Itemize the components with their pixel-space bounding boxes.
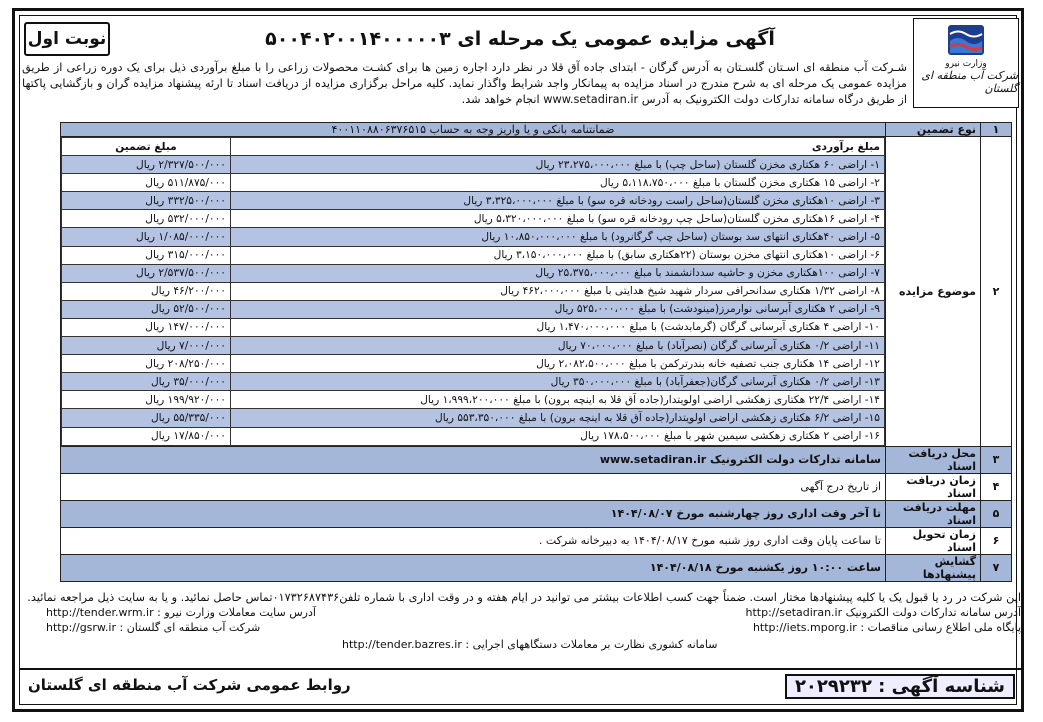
link-label: سامانه کشوری نظارت بر معاملات دستگاههای اجرایی :: [465, 638, 718, 651]
item-guarantee: ۱/۰۸۵/۰۰۰/۰۰۰ ریال: [62, 228, 231, 246]
item-guarantee: ۴۶/۲۰۰/۰۰۰ ریال: [62, 282, 231, 300]
item-guarantee: ۳۱۵/۰۰۰/۰۰۰ ریال: [62, 246, 231, 264]
item-guarantee: ۳۵/۰۰۰/۰۰۰ ریال: [62, 373, 231, 391]
items-cell: [61, 137, 886, 447]
water-logo-icon: [946, 23, 986, 57]
item-text: ۷- اراضی ۱۰۰هکتاری مخزن و حاشیه سددانشمند با مبلغ ۲۵،۳۷۵،۰۰۰،۰۰۰ ریال: [231, 264, 885, 282]
item-row: [62, 391, 885, 409]
footer-note: این شرکت در رد یا قبول یک یا کلیه پیشنهادها مختار است. ضمناً جهت کسب اطلاعات بیشتر می توانید در ایام هفته و در وقت اداری با شماره تلفن۰۱۷۳۲۶۸۷۴۳۶تماس حاصل نمائید. و یا به سایت ذیل مراجعه نمائید.: [27, 591, 1021, 604]
row-number: ۳: [981, 446, 1012, 473]
item-text: ۹- اراضی ۲ هکتاری آبرسانی نوارمرز(مینودشت) با مبلغ ۵۲۵،۰۰۰،۰۰۰ ریال: [231, 300, 885, 318]
item-text: ۱۴- اراضی ۲۲/۴ هکتاری زهکشی اراضی اولویتدار(جاده آق قلا به اینچه برون) با مبلغ ۱،۹۹۹،۲۰۰،۰۰۰ ریال: [231, 391, 885, 409]
item-text: ۲- اراضی ۱۵ هکتاری مخزن گلستان با مبلغ ۵،۱۱۸،۷۵۰،۰۰۰ ریال: [231, 174, 885, 192]
item-guarantee: ۷/۰۰۰/۰۰۰ ریال: [62, 337, 231, 355]
estimate-header: مبلغ برآوردی: [231, 138, 885, 156]
item-row: [62, 318, 885, 336]
item-text: ۱۱- اراضی ۰/۲ هکتاری آبرسانی گرگان (نصرآباد) با مبلغ ۷۰،۰۰۰،۰۰۰ ریال: [231, 337, 885, 355]
link-iets[interactable]: [753, 620, 1021, 635]
link-url: http://iets.mporg.ir: [752, 621, 857, 634]
guarantee-header: مبلغ تضمین: [62, 138, 231, 156]
link-url: http://tender.wrm.ir: [46, 606, 154, 619]
item-guarantee: ۱۷/۸۵۰/۰۰۰ ریال: [62, 427, 231, 445]
item-text: ۱۶- اراضی ۲ هکتاری زهکشی سیمین شهر با مبلغ ۱۷۸،۵۰۰،۰۰۰ ریال: [231, 427, 885, 445]
item-row: [62, 156, 885, 174]
item-text: ۱۳- اراضی ۰/۲ هکتاری آبرسانی گرگان(جعفرآباد) با مبلغ ۳۵۰،۰۰۰،۰۰۰ ریال: [231, 373, 885, 391]
row-label: نوع تضمین: [886, 123, 981, 137]
item-row: [62, 355, 885, 373]
item-guarantee: ۵۵/۳۳۵/۰۰۰ ریال: [62, 409, 231, 427]
link-gsrw[interactable]: [46, 620, 260, 635]
link-url: http://setadiran.ir: [745, 606, 843, 619]
row-number: ۲: [981, 137, 1012, 447]
item-guarantee: ۵۲/۵۰۰/۰۰۰ ریال: [62, 300, 231, 318]
item-text: ۳- اراضی ۱۰هکتاری مخزن گلستان(ساحل راست رودخانه قره سو) با مبلغ ۳،۳۲۵،۰۰۰،۰۰۰ ریال: [231, 192, 885, 210]
item-text: ۵- اراضی ۴۰هکتاری انتهای سد بوستان (ساحل چپ گرگانرود) با مبلغ ۱۰،۸۵۰،۰۰۰،۰۰۰ ریال: [231, 228, 885, 246]
item-row: [62, 282, 885, 300]
link-label: شرکت آب منطقه ای گلستان :: [119, 621, 261, 634]
item-guarantee: ۲۰۸/۲۵۰/۰۰۰ ریال: [62, 355, 231, 373]
item-guarantee: ۵۳۲/۰۰۰/۰۰۰ ریال: [62, 210, 231, 228]
item-text: ۱۵- اراضی ۶/۲ هکتاری زهکشی اراضی اولویتدار(جاده آق قلا به اینچه برون) با مبلغ ۵۵۳،۳۵۰،۰۰۰ ریال: [231, 409, 885, 427]
table-row: [61, 137, 1012, 447]
link-label: آدرس سایت معاملات وزارت نیرو :: [157, 606, 316, 619]
item-row: [62, 210, 885, 228]
link-url: http://tender.bazres.ir: [342, 638, 462, 651]
logo-ministry: وزارت نیرو: [945, 59, 987, 69]
row-value: از تاریخ درج آگهی: [61, 473, 886, 500]
item-row: [62, 174, 885, 192]
link-setad[interactable]: [746, 605, 1021, 620]
table-row: [61, 446, 1012, 473]
item-row: [62, 427, 885, 445]
item-row: [62, 246, 885, 264]
item-row: [62, 228, 885, 246]
item-text: ۱- اراضی ۶۰ هکتاری مخزن گلستان (ساحل چپ) با مبلغ ۲۳،۲۷۵،۰۰۰،۰۰۰ ریال: [231, 156, 885, 174]
link-bazres[interactable]: [342, 637, 717, 652]
item-guarantee: ۵۱۱/۸۷۵/۰۰۰ ریال: [62, 174, 231, 192]
logo-company: شرکت آب منطقه ای گلستان: [921, 69, 1018, 95]
public-relations-signature: روابط عمومی شرکت آب منطقه ای گلستان: [28, 676, 351, 694]
table-row: [61, 500, 1012, 527]
item-text: ۴- اراضی ۱۶هکتاری مخزن گلستان(ساحل چپ رودخانه قره سو) با مبلغ ۵،۳۲۰،۰۰۰،۰۰۰ ریال: [231, 210, 885, 228]
row-label: مهلت دریافت اسناد: [886, 500, 981, 527]
company-logo: [913, 18, 1019, 108]
items-header: [62, 138, 885, 156]
row-number: ۶: [981, 527, 1012, 554]
items-table: [61, 137, 885, 446]
item-row: [62, 337, 885, 355]
footer-links: [22, 605, 1021, 665]
item-row: [62, 192, 885, 210]
row-number: ۴: [981, 473, 1012, 500]
item-guarantee: ۲/۳۲۷/۵۰۰/۰۰۰ ریال: [62, 156, 231, 174]
row-number: ۷: [981, 554, 1012, 581]
round-badge: نوبت اول: [24, 22, 110, 56]
bottom-bar: [20, 668, 1023, 706]
table-row: [61, 554, 1012, 581]
footer-section: [22, 590, 1021, 665]
table-row: [61, 123, 1012, 137]
item-text: ۶- اراضی ۱۰هکتاری انتهای مخزن بوستان (۲۲هکتاری سابق) با مبلغ ۳،۱۵۰،۰۰۰،۰۰۰ ریال: [231, 246, 885, 264]
item-guarantee: ۱۹۹/۹۲۰/۰۰۰ ریال: [62, 391, 231, 409]
link-label: پایگاه ملی اطلاع رسانی مناقصات :: [860, 621, 1021, 634]
intro-paragraph: شـركت آب منطقه ای اسـتان گلسـتان به آدرس گرگان - ابتدای جاده آق قلا در نظر دارد اجاره زمین ها برای کشـت محصولات زراعی را با مبلغ برآوردی ذیل برای یک دوره زراعی از طریق مزایده عمومی یک مرحله ای به شرح مندرج در اسناد مزایده به پیمانکار واجد شرایط واگذار نماید. کلیه مراحل برگزاری مزایده از دریافت اسناد تا ارئه پیشنهاد مزایده گران و بازگشایی پاکتها از طریق درگاه سامانه تدارکات دولت الکترونیک به آدرس www.setadiran.ir انجام خواهد شد.: [22, 61, 907, 106]
link-wrm[interactable]: [46, 605, 316, 620]
item-row: [62, 409, 885, 427]
item-row: [62, 373, 885, 391]
item-text: ۱۰- اراضی ۴ هکتاری آبرسانی گرگان (گرمابدشت) با مبلغ ۱،۴۷۰،۰۰۰،۰۰۰ ریال: [231, 318, 885, 336]
row-label: زمان دریافت اسناد: [886, 473, 981, 500]
row-value: سامانه تدارکات دولت الکترونیک www.setadiran.ir: [61, 446, 886, 473]
item-guarantee: ۱۴۷/۰۰۰/۰۰۰ ریال: [62, 318, 231, 336]
row-value: ساعت ۱۰:۰۰ روز یکشنبه مورخ ۱۴۰۴/۰۸/۱۸: [61, 554, 886, 581]
ad-id-badge: شناسه آگهی : ۲۰۲۹۲۳۲: [785, 674, 1015, 699]
item-row: [62, 300, 885, 318]
row-label: گشایش پیشنهادها: [886, 554, 981, 581]
row-number: ۱: [981, 123, 1012, 137]
row-value: تا آخر وقت اداری روز چهارشنبه مورخ ۱۴۰۴/۰۸/۰۷: [61, 500, 886, 527]
table-row: [61, 527, 1012, 554]
item-guarantee: ۲/۵۳۷/۵۰۰/۰۰۰ ریال: [62, 264, 231, 282]
item-text: ۱۲- اراضی ۱۴ هکتاری جنب تصفیه خانه بندرترکمن با مبلغ ۲،۰۸۲،۵۰۰،۰۰۰ ریال: [231, 355, 885, 373]
row-value: تا ساعت پایان وقت اداری روز شنبه مورخ ۱۴۰۴/۰۸/۱۷ به دبیرخانه شرکت .: [61, 527, 886, 554]
item-guarantee: ۳۳۲/۵۰۰/۰۰۰ ریال: [62, 192, 231, 210]
page-title: آگهی مزایده عمومی یک مرحله ای ۵۰۰۴۰۲۰۰۱۴۰۰۰۰۰۳: [265, 28, 775, 50]
row-number: ۵: [981, 500, 1012, 527]
link-url: http://gsrw.ir: [46, 621, 116, 634]
row-value: ضمانتنامه بانکی و یا واریز وجه به حساب ۴۰۰۱۱۰۸۸۰۶۳۷۶۵۱۵: [61, 123, 886, 137]
auction-table: [60, 122, 1012, 582]
item-row: [62, 264, 885, 282]
row-label: محل دریافت اسناد: [886, 446, 981, 473]
table-row: [61, 473, 1012, 500]
item-text: ۸- اراضی ۱/۳۲ هکتاری سدانحرافی سردار شهید شیخ هدایتی با مبلغ ۴۶۲،۰۰۰،۰۰۰ ریال: [231, 282, 885, 300]
link-label: آدرس سامانه تدارکات دولت الکترونیک: [845, 606, 1021, 619]
row-label: موضوع مزایده: [886, 137, 981, 447]
row-label: زمان تحویل اسناد: [886, 527, 981, 554]
